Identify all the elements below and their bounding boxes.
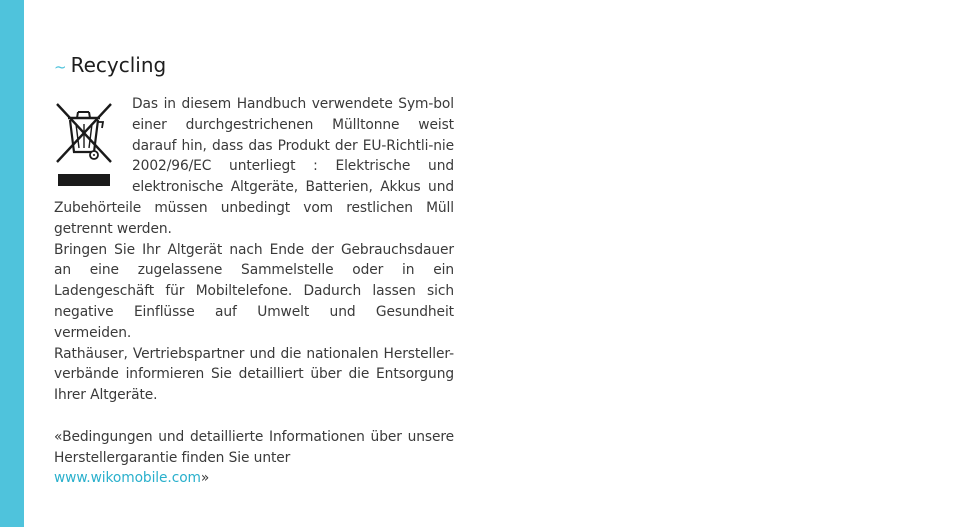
bin-graphic <box>54 98 116 174</box>
warranty-close-quote: » <box>200 470 210 487</box>
recycling-section <box>54 50 454 489</box>
paragraph-symbol: Das in diesem Handbuch verwendete Sym-bol einer durchgestrichenen Mülltonne weist darauf hin, dass das Produkt der EU-Richtli-nie 2002/96/EC unterliegt : Elektrische und elektronische Altgeräte, Batterien, Akkus und Zubehörteile müssen unbedingt vom restlichen Müll getrennt werden. <box>54 96 454 237</box>
paragraph-spacer <box>54 406 454 427</box>
section-heading <box>54 50 454 82</box>
section-title: Recycling <box>70 53 167 77</box>
section-body <box>54 94 454 489</box>
bin-underline-bar <box>58 174 110 186</box>
paragraph-collection: Bringen Sie Ihr Altgerät nach Ende der Gebrauchsdauer an eine zugelassene Sammelstelle oder in ein Ladengeschäft für Mobiltelefone. Dadurch lassen sich negative Einflüsse auf Umwelt und Gesundheit vermeiden. <box>54 241 454 341</box>
warranty-text: «Bedingungen und detaillierte Informationen über unsere Herstellergarantie finden Sie unter <box>54 428 454 466</box>
wikomobile-link[interactable]: www.wikomobile.com <box>54 470 201 487</box>
accent-side-bar <box>0 0 24 527</box>
paragraph-warranty <box>54 427 454 489</box>
crossed-out-wheelie-bin-icon <box>54 98 116 190</box>
paragraph-authorities: Rathäuser, Vertriebspartner und die nationalen Hersteller-verbände informieren Sie detailliert über die Entsorgung Ihrer Altgeräte. <box>54 345 454 404</box>
heading-tilde: ~ <box>54 58 67 76</box>
